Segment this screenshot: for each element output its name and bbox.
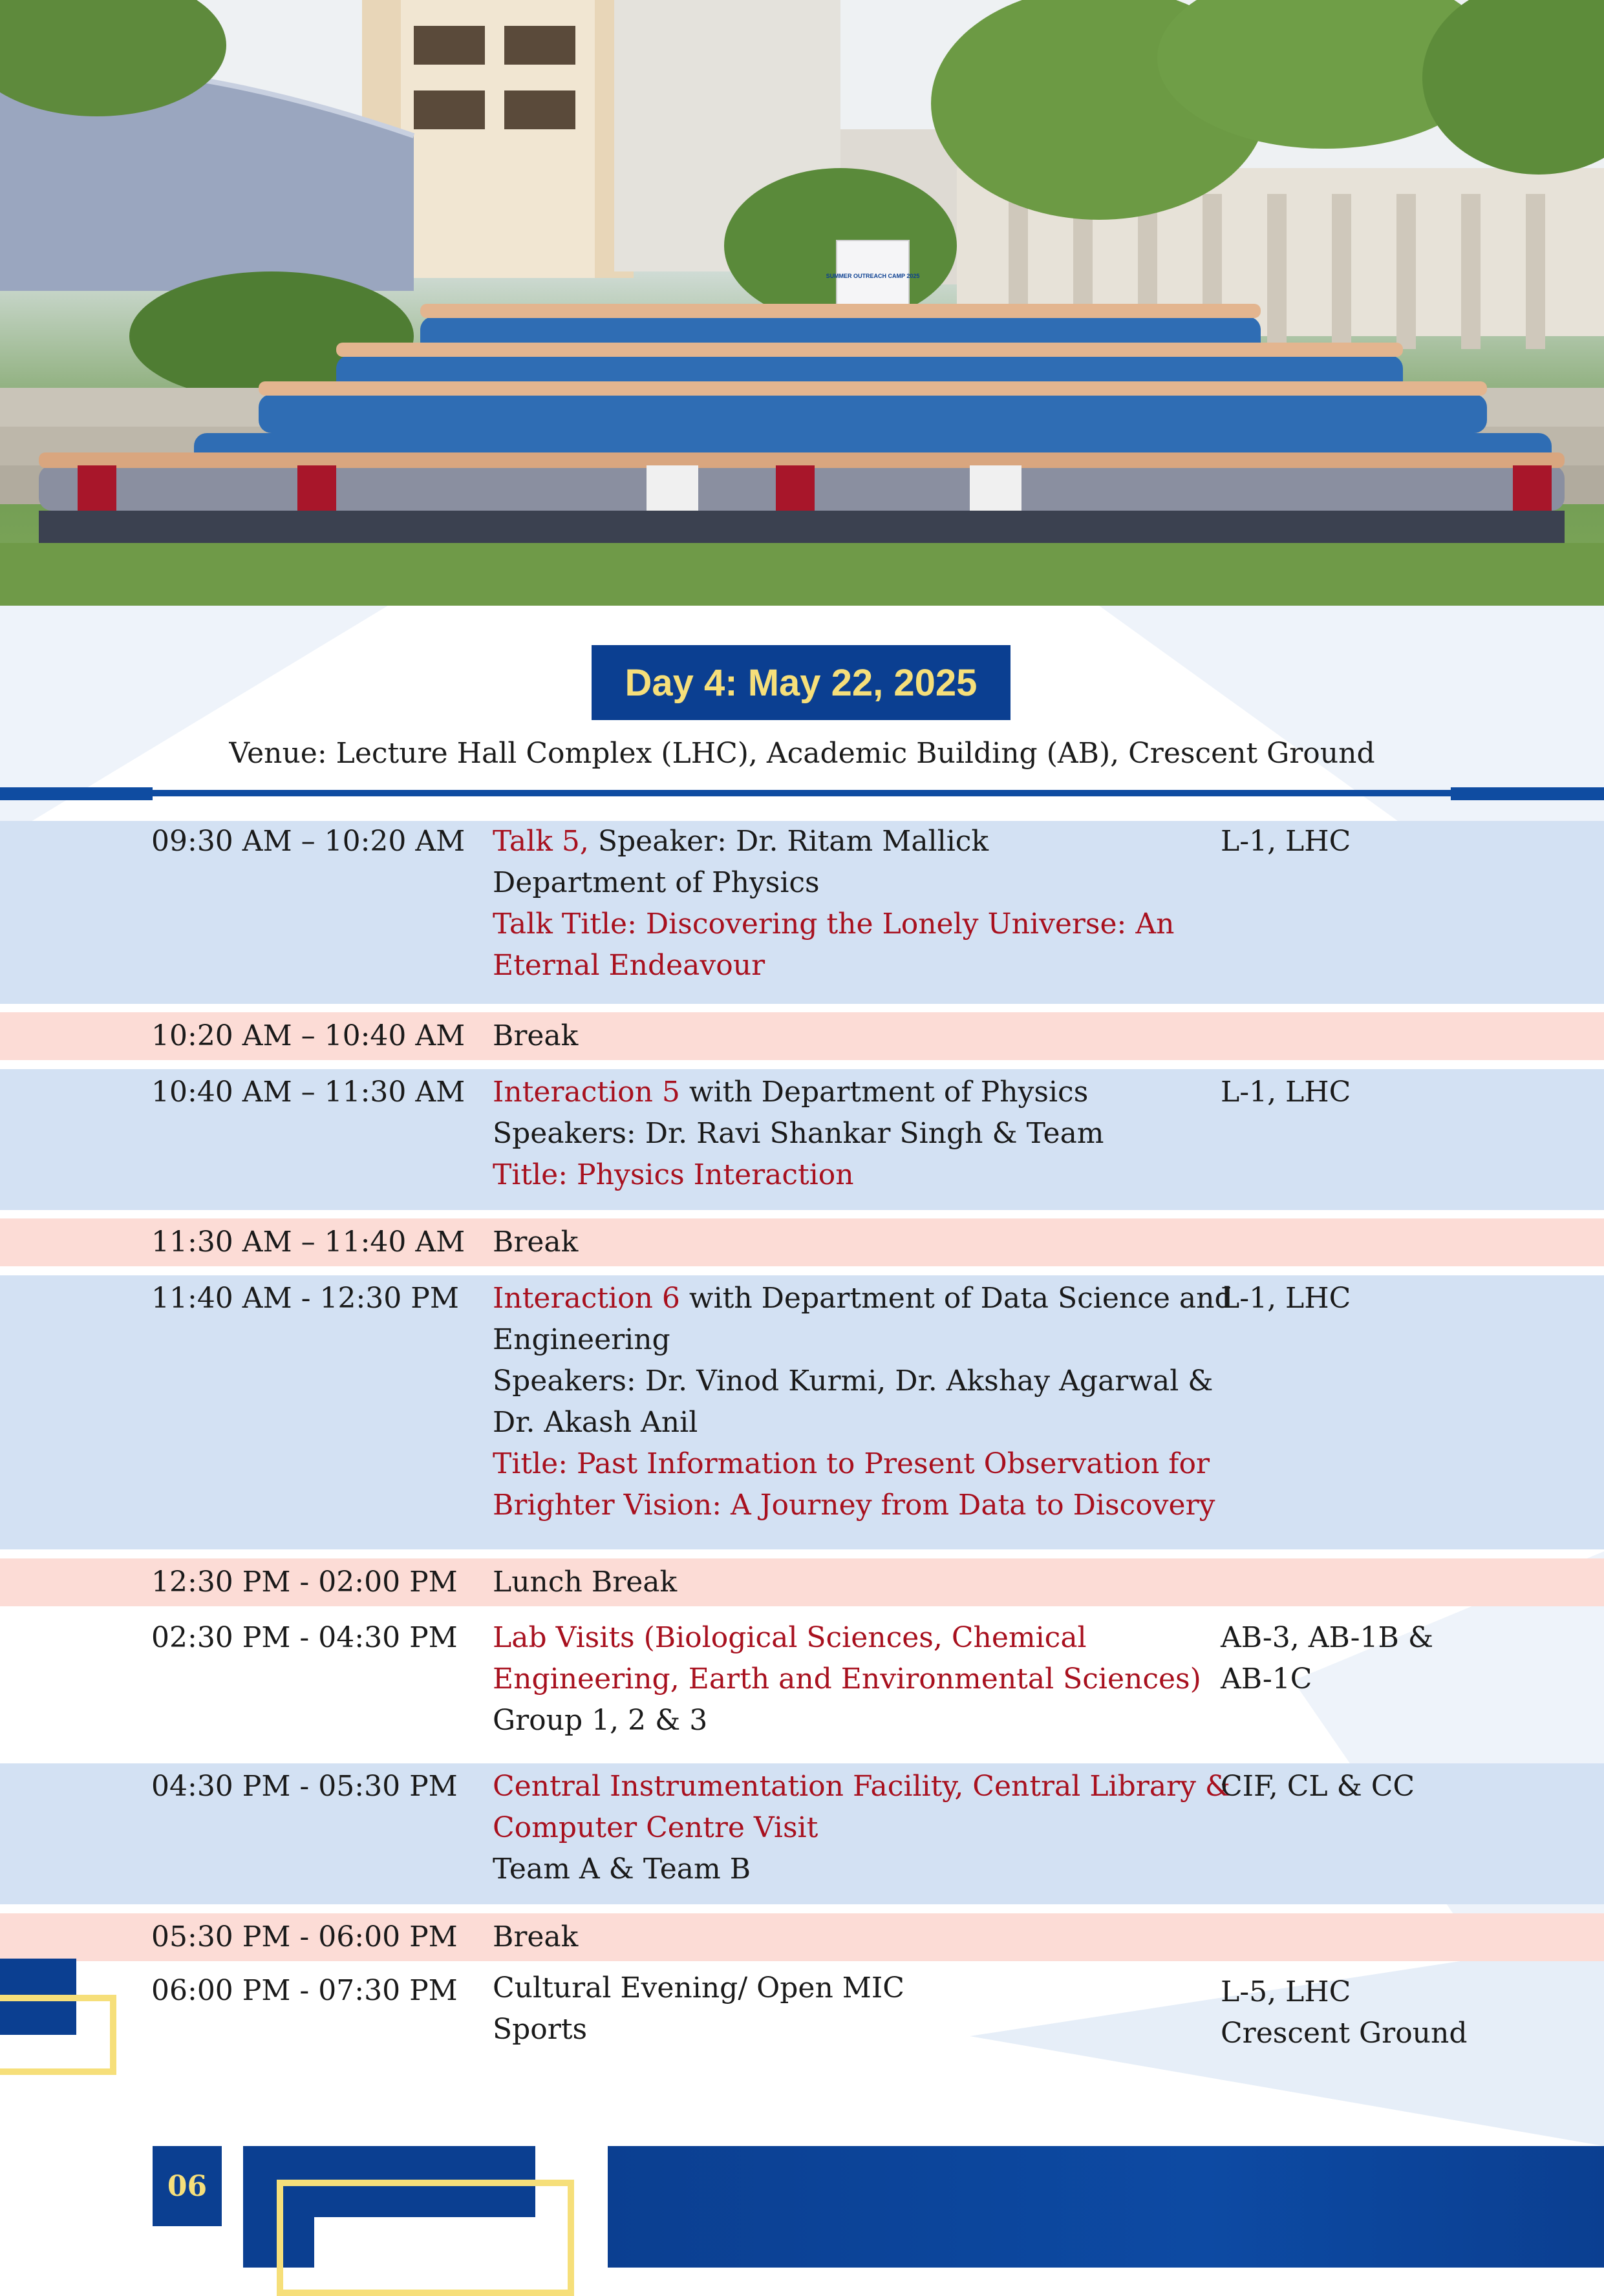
schedule-row xyxy=(0,1069,1604,1210)
venue-text: Venue: Lecture Hall Complex (LHC), Academic Building (AB), Crescent Ground xyxy=(229,737,1375,770)
row-time: 12:30 PM - 02:00 PM xyxy=(151,1566,458,1599)
banner-text: SUMMER OUTREACH CAMP 2025 xyxy=(826,273,920,279)
row-location: L-1, LHC xyxy=(1221,825,1351,858)
row-description: Lab Visits (Biological Sciences, Chemical Engineering, Earth and Environmental Sciences) Group 1, 2 & 3 xyxy=(493,1621,1201,1737)
row-description: Interaction 5 with Department of Physics Speakers: Dr. Ravi Shankar Singh & Team Title: Physics Interaction xyxy=(493,1076,1104,1191)
row-description: Lunch Break xyxy=(493,1566,678,1599)
row-location: AB-3, AB-1B & AB-1C xyxy=(1221,1621,1434,1695)
row-time: 10:20 AM – 10:40 AM xyxy=(151,1019,465,1052)
page-number: 06 xyxy=(153,2146,222,2226)
schedule-row xyxy=(0,1218,1604,1266)
schedule-row xyxy=(0,1615,1604,1756)
schedule-row xyxy=(0,1558,1604,1606)
footer-inner-white xyxy=(314,2217,568,2275)
divider-line xyxy=(153,790,1452,796)
row-location: L-1, LHC xyxy=(1221,1076,1351,1109)
schedule-row xyxy=(0,1913,1604,1961)
schedule-row xyxy=(0,1968,1604,2065)
row-time: 02:30 PM - 04:30 PM xyxy=(151,1621,458,1654)
row-time: 05:30 PM - 06:00 PM xyxy=(151,1920,458,1953)
row-description: Cultural Evening/ Open MIC Sports xyxy=(493,1972,904,2046)
row-description: Interaction 6 with Department of Data Science and Engineering Speakers: Dr. Vinod Kurmi, Dr. Akshay Agarwal & Dr. Akash Anil Title: Past Information to Present Observation for Brighter Vision: A Journey from Data to Discovery xyxy=(493,1282,1233,1522)
row-time: 11:30 AM – 11:40 AM xyxy=(151,1226,465,1259)
footer-block-large xyxy=(608,2146,1604,2268)
group-photo xyxy=(0,0,1604,606)
day-title-badge: Day 4: May 22, 2025 xyxy=(592,645,1011,720)
row-time: 06:00 PM - 07:30 PM xyxy=(151,1974,458,2007)
divider-left xyxy=(0,787,153,800)
row-description: Break xyxy=(493,1019,579,1052)
divider-right xyxy=(1451,787,1604,800)
row-time: 11:40 AM - 12:30 PM xyxy=(151,1282,459,1315)
schedule-row xyxy=(0,821,1604,1004)
schedule-row xyxy=(0,1275,1604,1549)
schedule-row xyxy=(0,1012,1604,1060)
row-description: Talk 5, Speaker: Dr. Ritam Mallick Department of Physics Talk Title: Discovering the Lonely Universe: An Eternal Endeavour xyxy=(493,825,1175,982)
decor-frame-left xyxy=(0,1995,116,2075)
row-location: CIF, CL & CC xyxy=(1221,1770,1415,1803)
row-time: 09:30 AM – 10:20 AM xyxy=(151,825,465,858)
row-location: L-5, LHC Crescent Ground xyxy=(1221,1975,1468,2050)
schedule-row xyxy=(0,1763,1604,1904)
row-time: 10:40 AM – 11:30 AM xyxy=(151,1076,465,1109)
row-description: Break xyxy=(493,1920,579,1953)
row-time: 04:30 PM - 05:30 PM xyxy=(151,1770,458,1803)
row-description: Central Instrumentation Facility, Central Library & Computer Centre Visit Team A & Team B xyxy=(493,1770,1231,1886)
row-description: Break xyxy=(493,1226,579,1259)
row-location: L-1, LHC xyxy=(1221,1282,1351,1315)
